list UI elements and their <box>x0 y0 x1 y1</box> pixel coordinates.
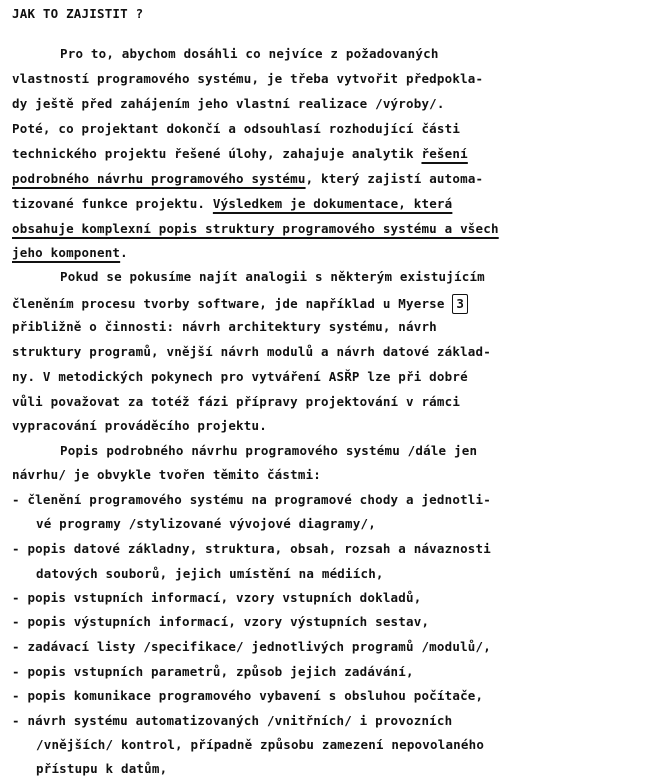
text-line: ny. V metodických pokynech pro vytváření ASŘP lze při dobré <box>12 369 468 384</box>
list-item: - návrh systému automatizovaných /vnitřních/ i provozních <box>12 713 453 728</box>
list-item: - členění programového systému na programové chody a jednotli- <box>12 492 491 507</box>
underlined-phrase: jeho komponent <box>12 245 121 260</box>
text-line: Pro to, abychom dosáhli co nejvíce z požadovaných <box>60 46 439 61</box>
underlined-phrase: obsahuje komplexní popis struktury programového systému a všech <box>12 221 499 236</box>
text-line: vůli považovat za totéž fázi přípravy projektování v rámci <box>12 394 461 409</box>
text-segment: . <box>120 245 128 260</box>
list-item: - zadávací listy /specifikace/ jednotlivých programů /modulů/, <box>12 639 491 654</box>
text-line: vypracování prováděcího projektu. <box>12 418 267 433</box>
text-line: Popis podrobného návrhu programového systému /dále jen <box>60 443 478 458</box>
text-line <box>12 221 499 237</box>
text-line: dy ještě před zahájením jeho vlastní realizace /výroby/. <box>12 96 445 111</box>
list-item: - popis komunikace programového vybavení s obsluhou počítače, <box>12 688 484 703</box>
text-line <box>12 294 468 314</box>
text-line: návrhu/ je obvykle tvořen těmito částmi: <box>12 467 322 482</box>
text-segment: členěním procesu tvorby software, jde například u Myerse <box>12 296 453 311</box>
list-item: - popis výstupních informací, vzory výstupních sestav, <box>12 614 430 629</box>
citation-reference: 3 <box>452 294 468 314</box>
list-item-continuation: datových souborů, jejich umístění na médiích, <box>36 566 384 581</box>
text-segment: , který zajistí automa- <box>305 171 484 186</box>
list-item-continuation: vé programy /stylizované vývojové diagramy/, <box>36 516 376 531</box>
underlined-phrase: podrobného návrhu programového systému <box>12 171 306 186</box>
list-item: - popis vstupních parametrů, způsob jejich zadávání, <box>12 664 414 679</box>
text-line: Poté, co projektant dokončí a odsouhlasí rozhodující části <box>12 121 461 136</box>
text-line: struktury programů, vnější návrh modulů a návrh datové základ- <box>12 344 491 359</box>
text-line: vlastností programového systému, je třeba vytvořit předpokla- <box>12 71 484 86</box>
text-line: přibližně o činnosti: návrh architektury systému, návrh <box>12 319 437 334</box>
list-item: - popis vstupních informací, vzory vstupních dokladů, <box>12 590 422 605</box>
text-line <box>12 171 483 187</box>
underlined-phrase: řešení <box>421 146 468 161</box>
text-line: Pokud se pokusíme najít analogii s některým existujícím <box>60 269 485 284</box>
list-item-continuation: přístupu k datům, <box>36 761 168 776</box>
text-line <box>12 245 128 261</box>
section-heading: JAK TO ZAJISTIT ? <box>12 6 144 21</box>
underlined-phrase: Výsledkem je dokumentace, která <box>212 196 453 211</box>
text-segment: tizované funkce projektu. <box>12 196 213 211</box>
text-line <box>12 146 468 162</box>
list-item-continuation: /vnějších/ kontrol, případně způsobu zamezení nepovolaného <box>36 737 485 752</box>
text-line <box>12 196 452 212</box>
text-segment: technického projektu řešené úlohy, zahajuje analytik <box>12 146 422 161</box>
list-item: - popis datové základny, struktura, obsah, rozsah a návaznosti <box>12 541 491 556</box>
